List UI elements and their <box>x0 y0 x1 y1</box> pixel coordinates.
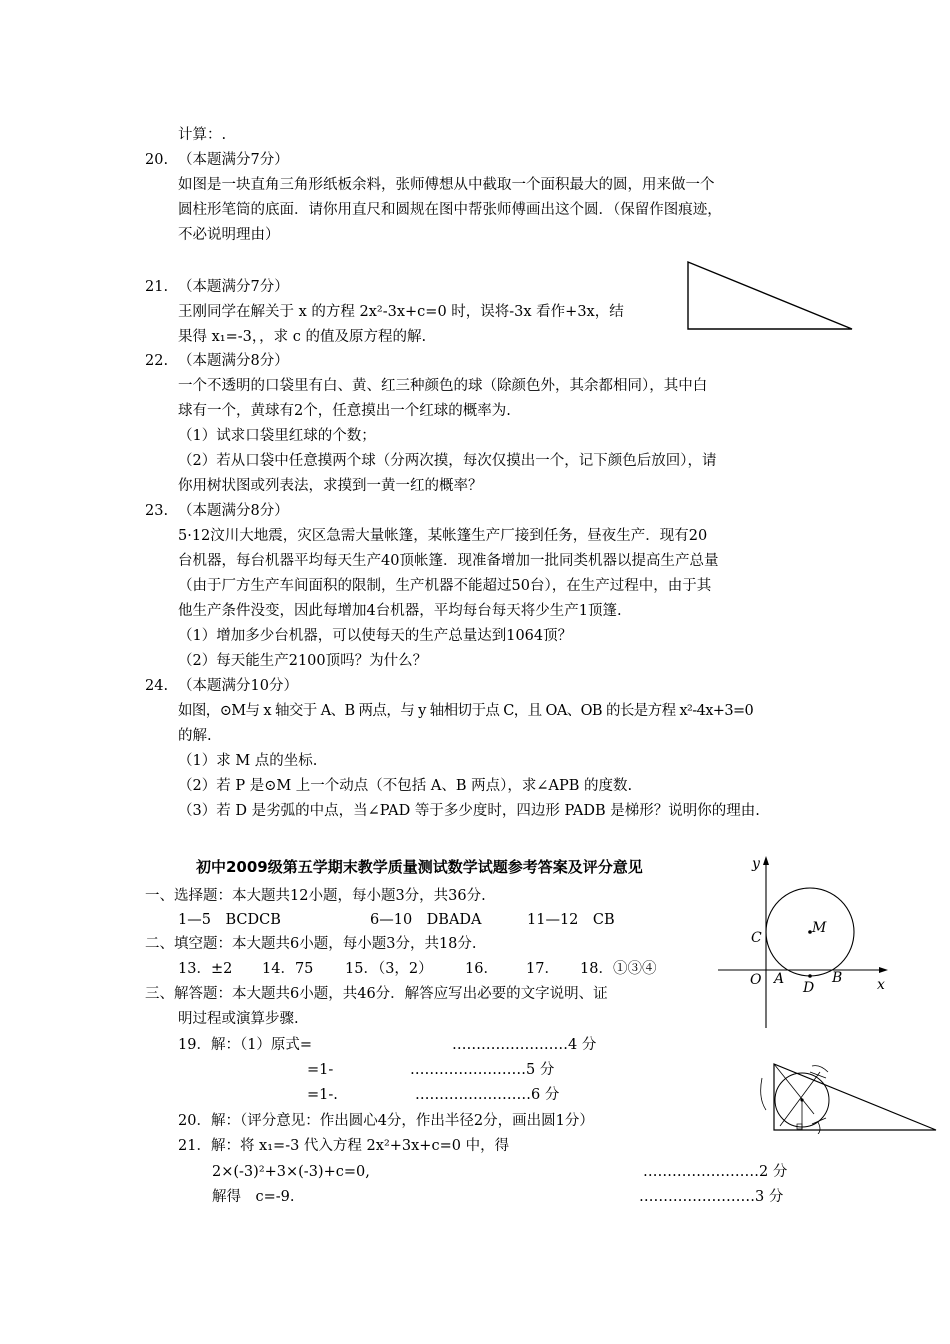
fill-answer-13: 13．±2 <box>178 961 233 977</box>
answer-21-line-1: 21．解：将 x₁=-3 代入方程 2x²+3x+c=0 中，得 <box>178 1138 510 1154</box>
section-2-heading: 二、填空题：本大题共6小题，每小题3分，共18分. <box>145 936 477 952</box>
answer-21-score-3: ……………………3 分 <box>639 1189 784 1205</box>
q23-line-3: （由于厂方生产车间面积的限制，生产机器不能超过50台），在生产过程中，由于其 <box>178 578 712 594</box>
q21-number: 21. <box>145 279 169 295</box>
choice-answers-2: 6—10 DBADA <box>370 912 482 928</box>
fill-answer-18: 18．①③④ <box>580 961 657 977</box>
q23-line-4: 他生产条件没变，因此每增加4台机器，平均每台每天将少生产1顶篷. <box>178 603 622 619</box>
answer-19-line-2: =1- <box>307 1062 334 1078</box>
x-axis-arrow-icon <box>879 967 888 973</box>
q22-line-5: 你用树状图或列表法，求摸到一黄一红的概率？ <box>178 478 483 494</box>
answer-19-score-1: ……………………4 分 <box>452 1037 597 1053</box>
q24-line-3: （1）求 M 点的坐标. <box>178 753 318 769</box>
q23-line-2: 台机器，每台机器平均每天生产40顶帐篷．现准备增加一批同类机器以提高生产总量 <box>178 553 719 569</box>
q24-line-4: （2）若 P 是⊙M 上一个动点（不包括 A、B 两点），求∠APB 的度数. <box>178 778 633 794</box>
q24-line-2: 的解. <box>178 728 212 744</box>
q20-score: （本题满分7分） <box>178 152 289 168</box>
fill-answer-16: 16． <box>465 961 498 977</box>
label-x: x <box>877 977 885 993</box>
q20-number: 20. <box>145 152 169 168</box>
q24-line-5: （3）若 D 是劣弧的中点，当∠PAD 等于多少度时，四边形 PADB 是梯形？说明你的理由. <box>178 803 760 819</box>
label-c: C <box>751 930 762 946</box>
answers-title: 初中2009级第五学期末教学质量测试数学试题参考答案及评分意见 <box>196 858 643 876</box>
label-a: A <box>774 971 785 987</box>
fill-answer-15: 15．（3，2） <box>345 961 433 977</box>
q24-number: 24. <box>145 678 169 694</box>
answer-20: 20．解：（评分意见：作出圆心4分，作出半径2分，画出圆1分） <box>178 1113 594 1129</box>
q22-line-3: （1）试求口袋里红球的个数； <box>178 428 376 444</box>
choice-answers-1: 1—5 BCDCB <box>178 912 281 928</box>
circle-axis-figure <box>714 852 894 1032</box>
section-1-heading: 一、选择题：本大题共12小题，每小题3分，共36分. <box>145 888 486 904</box>
inscribed-circle-construction <box>760 1058 940 1134</box>
q20-line-2: 圆柱形笔筒的底面．请你用直尺和圆规在图中帮张师傅画出这个圆．（保留作图痕迹， <box>178 202 722 218</box>
answer-19-line-3: =1-. <box>307 1087 338 1103</box>
q21-score: （本题满分7分） <box>178 279 289 295</box>
point-d <box>808 974 812 978</box>
q21-line-1: 王刚同学在解关于 x 的方程 2x²-3x+c=0 时，误将-3x 看作+3x，结 <box>178 304 624 320</box>
q23-line-5: （1）增加多少台机器，可以使每天的生产总量达到1064顶？ <box>178 628 573 644</box>
q23-line-6: （2）每天能生产2100顶吗？为什么？ <box>178 653 428 669</box>
q23-score: （本题满分8分） <box>178 503 289 519</box>
q22-line-1: 一个不透明的口袋里有白、黄、红三种颜色的球（除颜色外，其余都相同），其中白 <box>178 378 708 394</box>
choice-answers-3: 11—12 CB <box>527 912 615 928</box>
q22-line-4: （2）若从口袋中任意摸两个球（分两次摸，每次仅摸出一个，记下颜色后放回），请 <box>178 453 717 469</box>
label-m: M <box>812 920 827 936</box>
section-3-heading-cont: 明过程或演算步骤. <box>178 1011 299 1027</box>
label-b: B <box>832 970 843 986</box>
answer-21-score-2: ……………………2 分 <box>643 1164 788 1180</box>
q24-line-1: 如图，⊙M与 x 轴交于 A、B 两点，与 y 轴相切于点 C，且 OA、OB 的长是方程 x²-4x+3=0 <box>178 703 754 719</box>
q20-line-3: 不必说明理由） <box>178 227 280 243</box>
q23-line-1: 5·12汶川大地震，灾区急需大量帐篷，某帐篷生产厂接到任务，昼夜生产．现有20 <box>178 528 708 544</box>
q22-score: （本题满分8分） <box>178 353 289 369</box>
fill-answer-17: 17． <box>526 961 559 977</box>
q23-number: 23. <box>145 503 169 519</box>
q24-score: （本题满分10分） <box>178 678 298 694</box>
answer-19-score-3: ……………………6 分 <box>415 1087 560 1103</box>
answer-19-score-2: ……………………5 分 <box>410 1062 555 1078</box>
answer-19-line-1: 19．解：（1）原式= <box>178 1037 313 1053</box>
q21-line-2: 果得 x₁=-3，，求 c 的值及原方程的解. <box>178 329 427 345</box>
section-3-heading: 三、解答题：本大题共6小题，共46分．解答应写出必要的文字说明、证 <box>145 986 608 1002</box>
answer-21-line-3: 解得 c=-9. <box>212 1189 295 1205</box>
right-triangle-figure <box>684 258 856 334</box>
answer-21-line-2: 2×(-3)²+3×(-3)+c=0, <box>212 1164 370 1180</box>
calc-line: 计算：. <box>178 127 227 143</box>
fill-answer-14: 14．75 <box>262 961 314 977</box>
q20-line-1: 如图是一块直角三角形纸板余料，张师傅想从中截取一个面积最大的圆，用来做一个 <box>178 177 715 193</box>
q22-number: 22. <box>145 353 169 369</box>
label-d: D <box>803 980 815 996</box>
label-o: O <box>750 972 762 988</box>
label-y: y <box>752 856 760 872</box>
y-axis-arrow-icon <box>763 856 769 865</box>
q22-line-2: 球有一个，黄球有2个，任意摸出一个红球的概率为. <box>178 403 511 419</box>
